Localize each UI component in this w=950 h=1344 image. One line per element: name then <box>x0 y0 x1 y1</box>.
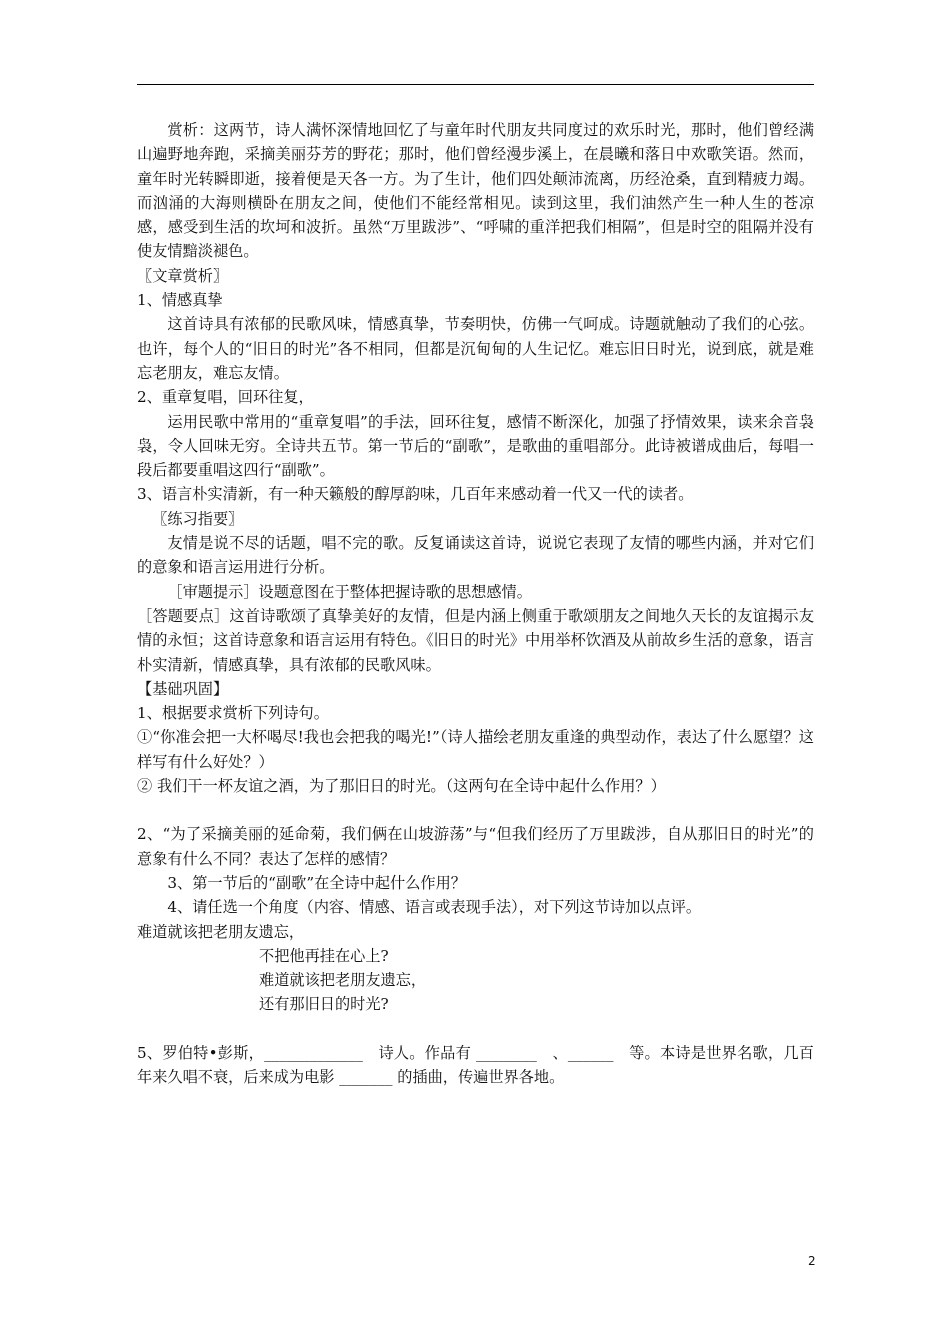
point-2-body: 运用民歌中常用的“重章复唱”的手法，回环往复，感情不断深化，加强了抒情效果，读来余音袅袅，令人回味无穷。全诗共五节。第一节后的“副歌”，是歌曲的重唱部分。此诗被谱成曲后，每唱一段后都要重唱这四行“副歌”。 <box>137 412 814 480</box>
section-heading-basics: 【基础巩固】 <box>137 679 229 698</box>
question-4: 4、请任选一个角度（内容、情感、语言或表现手法），对下列这节诗加以点评。 <box>167 898 702 917</box>
answer-points: ［答题要点］这首诗歌颂了真挚美好的友情，但是内涵上侧重于歌颂朋友之间地久天长的友谊揭示友情的永恒；这首诗意象和语言运用有特色。《旧日的时光》中用举杯饮酒及从前故乡生活的意象，语言朴实清新，情感真挚，具有浓郁的民歌风味。 <box>137 606 814 674</box>
poem-line-3: 难道就该把老朋友遗忘， <box>259 971 427 990</box>
answer-space <box>137 798 814 822</box>
section-heading-exercise-guide: 〖练习指要〗 <box>152 509 244 528</box>
answer-space <box>137 1017 814 1041</box>
point-1-title: 1、情感真挚 <box>137 291 223 310</box>
page-number: 2 <box>808 1254 816 1268</box>
point-3: 3、语言朴实清新，有一种天籁般的醇厚韵味，几百年来感动着一代又一代的读者。 <box>137 485 694 504</box>
question-5: 5、罗伯特•彭斯，_____________ 诗人。作品有 ________ 、______ 等。本诗是世界名歌，几百年来久唱不衰，后来成为电影 _______ 的插曲，传遍世界各地。 <box>137 1043 814 1086</box>
header-rule <box>137 84 814 85</box>
question-hint: ［审题提示］设题意图在于整体把握诗歌的思想感情。 <box>167 582 532 601</box>
point-2-title: 2、重章复唱，回环往复， <box>137 388 314 407</box>
question-1b: ② 我们干一杯友谊之酒，为了那旧日的时光。（这两句在全诗中起什么作用？） <box>137 777 666 796</box>
question-2: 2、“为了采摘美丽的延命菊，我们俩在山坡游荡”与“但我们经历了万里跋涉，自从那旧日的时光”的意象有什么不同？表达了怎样的感情？ <box>137 825 814 868</box>
poem-line-1: 难道就该把老朋友遗忘， <box>137 922 305 941</box>
point-1-body: 这首诗具有浓郁的民歌风味，情感真挚，节奏明快，仿佛一气呵成。诗题就触动了我们的心弦。也许，每个人的“旧日的时光”各不相同，但都是沉甸甸的人生记忆。难忘旧日时光，说到底，就是难忘老朋友，难忘友情。 <box>137 315 814 382</box>
section-heading-article-analysis: 〖文章赏析〗 <box>137 266 229 285</box>
poem-line-2: 不把他再挂在心上? <box>259 946 389 965</box>
poem-line-4: 还有那旧日的时光? <box>259 995 389 1014</box>
exercise-body: 友情是说不尽的话题，唱不完的歌。反复诵读这首诗，说说它表现了友情的哪些内涵，并对它们的意象和语言运用进行分析。 <box>137 534 814 577</box>
document-body <box>137 118 814 1089</box>
appreciation-paragraph: 赏析：这两节，诗人满怀深情地回忆了与童年时代朋友共同度过的欢乐时光，那时，他们曾经满山遍野地奔跑，采摘美丽芬芳的野花；那时，他们曾经漫步溪上，在晨曦和落日中欢歌笑语。然而，童年时光转瞬即逝，接着便是天各一方。为了生计，他们四处颠沛流离，历经沧桑，直到精疲力竭。而汹涌的大海则横卧在朋友之间，使他们不能经常相见。读到这里，我们油然产生一种人生的苍凉感，感受到生活的坎坷和波折。虽然“万里跋涉”、“呼啸的重洋把我们相隔”，但是时空的阻隔并没有使友情黯淡褪色。 <box>137 121 814 261</box>
question-1: 1、根据要求赏析下列诗句。 <box>137 704 329 723</box>
question-3: 3、第一节后的“副歌”在全诗中起什么作用？ <box>167 873 466 892</box>
question-1a: ①“你准会把一大杯喝尽!我也会把我的喝光!”（诗人描绘老朋友重逢的典型动作，表达了什么愿望？这样写有什么好处？） <box>137 728 814 771</box>
